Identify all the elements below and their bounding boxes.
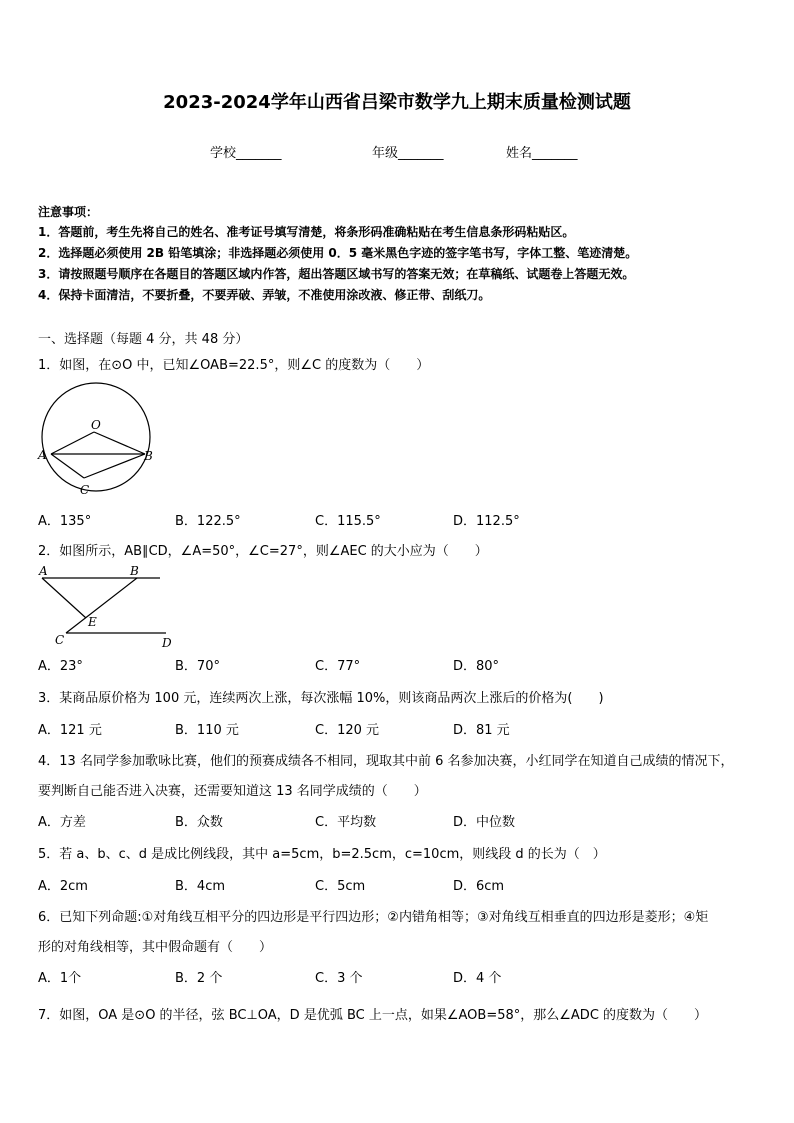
question-5-option: B．4cm bbox=[175, 879, 226, 894]
segment-ac bbox=[51, 454, 84, 478]
question-3-option: B．110 元 bbox=[175, 723, 239, 738]
question-1-figure bbox=[36, 380, 160, 498]
question-6-option: C．3 个 bbox=[315, 971, 363, 986]
label-a: A bbox=[38, 448, 47, 462]
question-2-stem: 2．如图所示，AB∥CD，∠A=50°，∠C=27°，则∠AEC 的大小应为（ ） bbox=[38, 544, 488, 559]
page-title: 2023-2024学年山西省吕梁市数学九上期末质量检测试题 bbox=[163, 92, 631, 113]
question-4-stem-line: 要判断自己能否进入决赛，还需要知道这 13 名同学成绩的（ ） bbox=[38, 784, 427, 799]
question-4-stem-line: 4．13 名同学参加歌咏比赛，他们的预赛成绩各不相同，现取其中前 6 名参加决赛，小红同学在知道自己成绩的情况下， bbox=[38, 754, 734, 769]
question-1-option: B．122.5° bbox=[175, 514, 241, 529]
question-4-option: D．中位数 bbox=[453, 815, 516, 830]
grade-field: 年级_______ bbox=[372, 146, 444, 161]
circle-shape bbox=[42, 383, 150, 491]
question-6-option: D．4 个 bbox=[453, 971, 502, 986]
section-heading: 一、选择题（每题 4 分，共 48 分） bbox=[38, 332, 249, 347]
name-field: 姓名_______ bbox=[506, 146, 578, 161]
question-2-option: D．80° bbox=[453, 659, 500, 674]
question-1-option: A．135° bbox=[38, 514, 92, 529]
notice-item: 2．选择题必须使用 2B 铅笔填涂；非选择题必须使用 0．5 毫米黑色字迹的签字笔书写，字体工整、笔迹清楚。 bbox=[38, 246, 638, 260]
question-6-stem-line: 6．已知下列命题:①对角线互相平分的四边形是平行四边形；②内错角相等；③对角线互相垂直的四边形是菱形；④矩 bbox=[38, 910, 709, 925]
question-3-option: A．121 元 bbox=[38, 723, 102, 738]
label-o: O bbox=[91, 418, 101, 432]
segment-cb bbox=[84, 454, 145, 478]
question-7-stem: 7．如图，OA 是⊙O 的半径，弦 BC⊥OA，D 是优弧 BC 上一点，如果∠AOB=58°，那么∠ADC 的度数为（ ） bbox=[38, 1008, 708, 1023]
question-4-option: B．众数 bbox=[175, 815, 223, 830]
question-6-stem-line: 形的对角线相等，其中假命题有（ ） bbox=[38, 940, 273, 955]
question-5-option: D．6cm bbox=[453, 879, 505, 894]
question-6-option: A．1个 bbox=[38, 971, 82, 986]
segment-bc bbox=[66, 578, 137, 633]
segment-ae bbox=[42, 578, 86, 618]
label-c: C bbox=[55, 633, 65, 647]
label-e: E bbox=[88, 615, 97, 629]
notice-item: 3．请按照题号顺序在各题目的答题区域内作答，超出答题区域书写的答案无效；在草稿纸、试题卷上答题无效。 bbox=[38, 267, 635, 281]
label-b: B bbox=[144, 449, 153, 463]
question-1-option: D．112.5° bbox=[453, 514, 520, 529]
question-1-stem: 1．如图，在⊙O 中，已知∠OAB=22.5°，则∠C 的度数为（ ） bbox=[38, 358, 430, 373]
label-b: B bbox=[130, 564, 139, 578]
question-5-stem: 5．若 a、b、c、d 是成比例线段，其中 a=5cm，b=2.5cm，c=10cm，则线段 d 的长为（ ） bbox=[38, 847, 606, 862]
question-2-option: C．77° bbox=[315, 659, 361, 674]
question-2-option: B．70° bbox=[175, 659, 220, 674]
question-2-figure bbox=[36, 562, 176, 652]
question-5-option: C．5cm bbox=[315, 879, 366, 894]
segment-ob bbox=[94, 432, 145, 454]
question-4-option: C．平均数 bbox=[315, 815, 377, 830]
label-d: D bbox=[162, 636, 172, 650]
label-a: A bbox=[39, 564, 48, 578]
notice-item: 1．答题前，考生先将自己的姓名、准考证号填写清楚，将条形码准确粘贴在考生信息条形码粘贴区。 bbox=[38, 225, 575, 239]
question-6-option: B．2 个 bbox=[175, 971, 223, 986]
notice-item: 4．保持卡面清洁，不要折叠，不要弄破、弄皱，不准使用涂改液、修正带、刮纸刀。 bbox=[38, 288, 491, 302]
segment-oa bbox=[51, 432, 94, 454]
question-4-option: A．方差 bbox=[38, 815, 86, 830]
question-2-option: A．23° bbox=[38, 659, 83, 674]
label-c: C bbox=[80, 483, 90, 497]
notice-heading: 注意事项： bbox=[38, 205, 99, 219]
question-3-stem: 3．某商品原价格为 100 元，连续两次上涨，每次涨幅 10%，则该商品两次上涨后的价格为( ) bbox=[38, 691, 604, 706]
school-field: 学校_______ bbox=[210, 146, 282, 161]
question-5-option: A．2cm bbox=[38, 879, 88, 894]
question-1-option: C．115.5° bbox=[315, 514, 381, 529]
question-3-option: C．120 元 bbox=[315, 723, 380, 738]
question-3-option: D．81 元 bbox=[453, 723, 510, 738]
